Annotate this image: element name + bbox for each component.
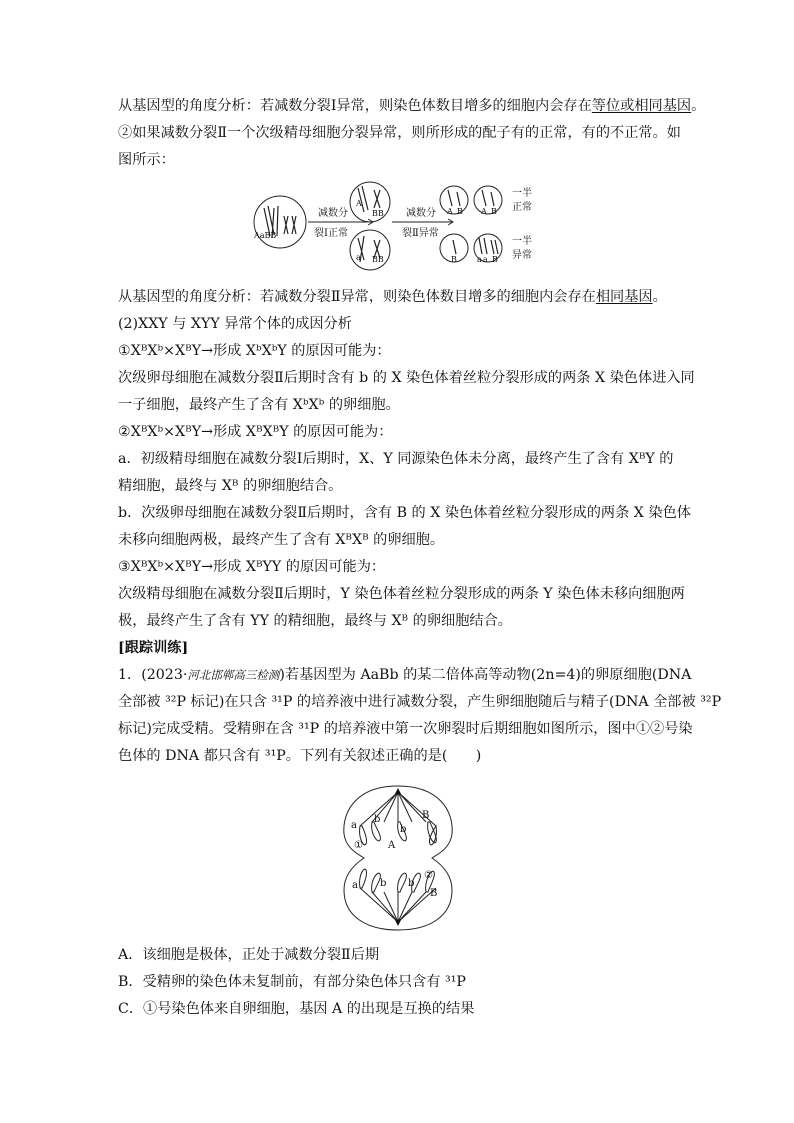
svg-text:B: B	[457, 207, 463, 216]
option-c[interactable]: C．①号染色体来自卵细胞，基因 A 的出现是互换的结果	[118, 1001, 475, 1017]
text-line-12: b．次级卵母细胞在减数分裂Ⅱ后期时，含有 B 的 X 染色体着丝粒分裂形成的两条 X 染色体	[118, 505, 691, 521]
svg-text:BB: BB	[372, 209, 384, 218]
text-segment: 。	[652, 289, 667, 305]
section-heading: (2)XXY 与 XYY 异常个体的成因分析	[118, 316, 352, 332]
underlined-answer: 等位或相同基因	[591, 98, 692, 114]
spindle-pole-top	[395, 788, 401, 794]
svg-text:a: a	[352, 880, 358, 891]
svg-text:A: A	[481, 207, 487, 216]
text-line-10: a．初级精母细胞在减数分裂Ⅰ后期时，X、Y 同源染色体未分离，最终产生了含有 XᴮY 的	[118, 451, 674, 467]
question-source: 河北邯郸高三检测	[187, 668, 280, 682]
result-bottom-1: 一半	[512, 236, 532, 247]
svg-text:BB: BB	[372, 255, 384, 264]
text-segment: )若基因型为 AaBb 的某二倍体高等动物(2n=4)的卵原细胞(DNA	[279, 667, 692, 683]
arrow-1-label-bottom: 裂Ⅰ正常	[314, 228, 348, 239]
text-line-7: 次级卵母细胞在减数分裂Ⅱ后期时含有 b 的 X 染色体着丝粒分裂形成的两条 X 染色体进入同	[118, 370, 695, 386]
svg-text:A: A	[356, 199, 362, 208]
svg-text:B: B	[430, 888, 438, 899]
text-segment: 1．(2023·	[118, 667, 188, 683]
text-line-2: ②如果减数分裂Ⅱ一个次级精母细胞分裂异常，则所形成的配子有的正常，有的不正常。如	[118, 125, 681, 141]
parent-genes-label: AaBB	[254, 231, 277, 240]
text-segment: 。	[691, 98, 706, 114]
text-line-11: 精细胞，最终与 Xᴮ 的卵细胞结合。	[118, 478, 343, 494]
text-line-15: 次级精母细胞在减数分裂Ⅱ后期时，Y 染色体着丝粒分裂形成的两条 Y 染色体未移向细胞两	[118, 586, 685, 602]
svg-text:B: B	[492, 255, 498, 264]
question-line-2: 全部被 ³²P 标记)在只含 ³¹P 的培养液中进行减数分裂，产生卵细胞随后与精子(DNA 全部被 ³²P	[118, 694, 722, 710]
svg-text:②: ②	[424, 870, 433, 881]
text-line-3: 图所示：	[118, 152, 175, 168]
dividing-cell-diagram	[338, 782, 458, 934]
svg-text:B: B	[422, 810, 430, 821]
svg-text:b: b	[400, 824, 407, 835]
result-bottom-2: 异常	[512, 250, 532, 261]
svg-text:a: a	[483, 255, 488, 264]
meiosis-diagram	[250, 178, 550, 276]
result-top-1: 一半	[512, 188, 532, 199]
text-line-8: 一子细胞，最终产生了含有 XᵇXᵇ 的卵细胞。	[118, 397, 400, 413]
option-b[interactable]: B．受精卵的染色体未复制前，有部分染色体只含有 ³¹P	[118, 974, 466, 990]
spindle-pole-bottom	[395, 920, 401, 926]
svg-text:b: b	[374, 814, 381, 825]
option-a[interactable]: A．该细胞是极体，正处于减数分裂Ⅱ后期	[118, 947, 380, 963]
practice-heading: [跟踪训练]	[118, 640, 189, 656]
svg-text:①: ①	[354, 840, 363, 851]
svg-text:B: B	[491, 207, 497, 216]
question-line-3: 标记)完成受精。受精卵在含 ³¹P 的培养液中第一次卵裂时后期细胞如图所示，图中①②号染	[118, 721, 693, 737]
arrow-2-label-top: 减数分	[406, 208, 436, 219]
gamete-top-2	[474, 186, 502, 214]
svg-text:a: a	[351, 820, 357, 831]
arrow-1-label-top: 减数分	[318, 208, 348, 219]
text-segment: 从基因型的角度分析：若减数分裂Ⅱ异常，则染色体数目增多的细胞内会存在	[118, 289, 596, 305]
secondary-cell-bottom	[350, 230, 390, 270]
svg-text:b: b	[380, 878, 387, 889]
text-line-16: 极，最终产生了含有 YY 的精细胞，最终与 Xᴮ 的卵细胞结合。	[118, 613, 512, 629]
text-line-14: ③XᴮXᵇ×XᴮY→形成 XᴮYY 的原因可能为：	[118, 559, 386, 575]
text-line-1	[118, 96, 705, 116]
svg-text:a: a	[356, 253, 361, 262]
parent-cell	[254, 196, 306, 248]
text-segment: 从基因型的角度分析：若减数分裂Ⅰ异常，则染色体数目增多的细胞内会存在	[118, 98, 592, 114]
svg-text:a: a	[477, 255, 482, 264]
text-line-13: 未移向细胞两极，最终产生了含有 XᴮXᴮ 的卵细胞。	[118, 532, 445, 548]
gamete-top-1	[440, 186, 468, 214]
text-line-4	[118, 287, 667, 307]
arrow-2-label-bottom: 裂Ⅱ异常	[402, 228, 439, 239]
question-line-4: 色体的 DNA 都只含有 ³¹P。下列有关叙述正确的是( )	[118, 748, 482, 764]
svg-text:A: A	[388, 840, 396, 851]
svg-text:A: A	[447, 207, 453, 216]
underlined-answer: 相同基因	[595, 289, 653, 305]
text-line-6: ①XᴮXᵇ×XᴮY→形成 XᵇXᵇY 的原因可能为：	[118, 343, 391, 359]
svg-text:B: B	[451, 255, 457, 264]
text-line-9: ②XᴮXᵇ×XᴮY→形成 XᴮXᴮY 的原因可能为：	[118, 424, 393, 440]
question-line-1	[118, 665, 691, 685]
svg-text:b: b	[408, 878, 415, 889]
result-top-2: 正常	[512, 202, 532, 213]
